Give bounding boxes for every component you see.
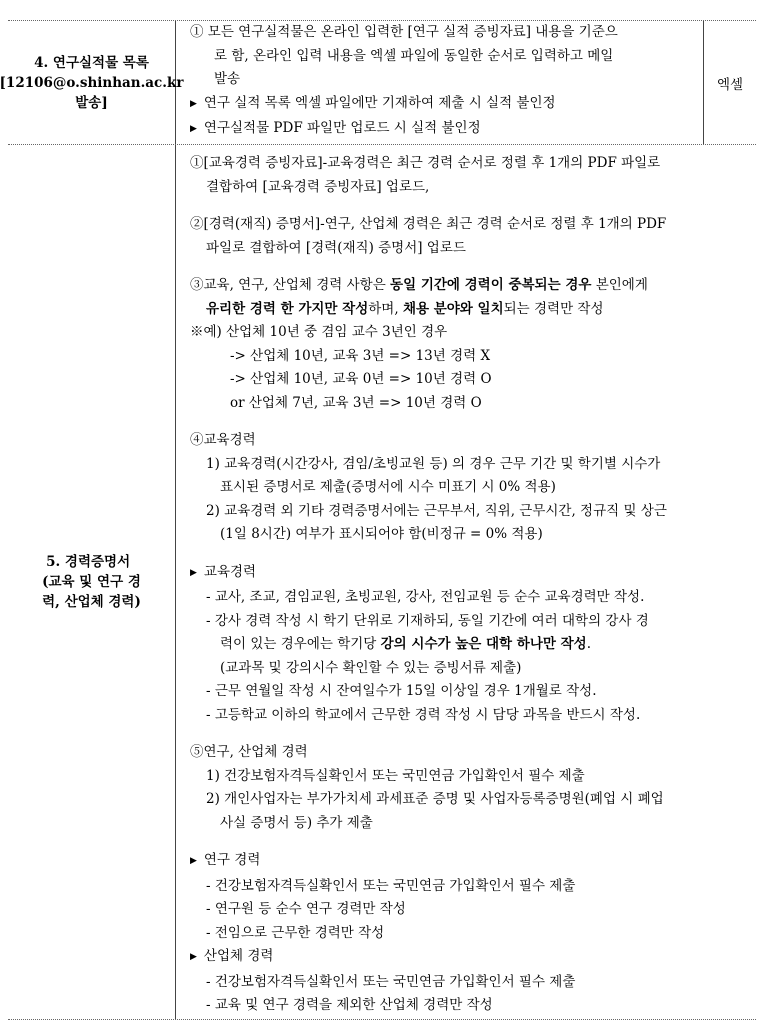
row-label-research-list (0, 21, 184, 144)
para-3-line-1 (176, 274, 756, 298)
item-1-line: 발송 (214, 71, 241, 87)
text: 하며, (368, 300, 403, 317)
research-line: - 연구원 등 순수 연구 경력만 작성 (206, 901, 406, 917)
label-line: 력, 산업체 경력) (42, 594, 141, 610)
label-line: 5. 경력증명서 (46, 554, 131, 570)
research-line: - 건강보험자격득실확인서 또는 국민연금 가입확인서 필수 제출 (206, 877, 576, 894)
bullet-item: ▶ 연구실적물 PDF 파일만 업로드 시 실적 불인정 (176, 117, 703, 143)
table-row-career-certificate (8, 144, 756, 1020)
item-1-line: ① 모든 연구실적물은 온라인 입력한 [연구 실적 증빙자료] 내용을 기준으 (190, 24, 618, 40)
para-1-line: ①[교육경력 증빙자료]-교육경력은 최근 경력 순서로 정렬 후 1개의 PDF 파일로 (190, 155, 661, 171)
emphasis-text: 동일 기간에 경력이 중복되는 경우 (390, 277, 592, 293)
para-5-title: ⑤연구, 산업체 경력 (190, 744, 308, 760)
emphasis-text: 강의 시수가 높은 대학 하나만 작성 (380, 636, 587, 652)
label-line: [12106@o.shinhan.ac.kr (0, 74, 184, 91)
label-line: 발송] (75, 94, 108, 111)
text: 본인에게 (591, 277, 648, 293)
industry-heading: ▶ 산업체 경력 (176, 945, 756, 971)
example-line: -> 산업체 10년, 교육 3년 => 13년 경력 X (230, 347, 491, 364)
education-line (176, 633, 756, 657)
education-line: - 교사, 조교, 겸임교원, 초빙교원, 강사, 전임교원 등 순수 교육경력만 작성. (206, 589, 645, 605)
education-line: (교과목 및 강의시수 확인할 수 있는 증빙서류 제출) (220, 659, 522, 676)
format-excel: 엑셀 (716, 76, 744, 93)
para-4-line: 표시된 증명서로 제출(증명서에 시수 미표기 시 0% 적용) (220, 479, 556, 495)
bullet-item: ▶ 연구 실적 목록 엑셀 파일에만 기재하여 제출 시 실적 불인정 (176, 92, 703, 118)
emphasis-text: 유리한 경력 한 가지만 작성 (206, 300, 369, 317)
row-body-career-certificate (176, 145, 756, 1019)
label-line: 4. 연구실적물 목록 (34, 54, 149, 71)
education-line: - 강사 경력 작성 시 학기 단위로 기재하되, 동일 기간에 여러 대학의 강사 경 (206, 612, 649, 629)
example-line: -> 산업체 10년, 교육 0년 => 10년 경력 O (230, 371, 492, 387)
para-5-line: 사실 증명서 등) 추가 제출 (220, 814, 373, 831)
text: 되는 경력만 작성 (503, 300, 604, 317)
para-4-title: ④교육경력 (190, 432, 256, 448)
education-line: - 고등학교 이하의 학교에서 근무한 경력 작성 시 담당 과목을 반드시 작성. (206, 706, 641, 723)
example-heading: ※예) 산업체 10년 중 겸임 교수 3년인 경우 (190, 324, 448, 340)
text: ③교육, 연구, 산업체 경력 사항은 (190, 277, 391, 293)
para-2-line: 파일로 결합하여 [경력(재직) 증명서] 업로드 (206, 239, 466, 256)
row-body-research-list (176, 21, 704, 144)
industry-line: - 건강보험자격득실확인서 또는 국민연금 가입확인서 필수 제출 (206, 973, 576, 990)
education-line: - 근무 연월일 작성 시 잔여일수가 15일 이상일 경우 1개월로 작성. (206, 683, 597, 699)
research-line: - 전임으로 근무한 경력만 작성 (206, 924, 385, 941)
industry-line: - 교육 및 연구 경력을 제외한 산업체 경력만 작성 (206, 997, 493, 1013)
para-5-line: 1) 건강보험자격득실확인서 또는 국민연금 가입확인서 필수 제출 (206, 767, 585, 784)
research-heading: ▶ 연구 경력 (176, 849, 756, 875)
table-row-research-list (0, 20, 756, 144)
para-4-line: 1) 교육경력(시간강사, 겸임/초빙교원 등) 의 경우 근무 기간 및 학기별 시수가 (206, 455, 661, 472)
para-4-line: (1일 8시간) 여부가 표시되어야 함(비정규 = 0% 적용) (220, 526, 543, 542)
text: 력이 있는 경우에는 학기당 (220, 636, 381, 652)
requirements-table (0, 20, 756, 1020)
label-line: (교육 및 연구 경 (42, 574, 141, 590)
row-label-career-certificate (8, 145, 176, 1019)
para-5-line: 2) 개인사업자는 부가가치세 과세표준 증명 및 사업자등록증명원(폐업 시 폐업 (206, 791, 664, 807)
education-heading: ▶ 교육경력 (176, 561, 756, 587)
para-2-line: ②[경력(재직) 증명서]-연구, 산업체 경력은 최근 경력 순서로 정렬 후 1개의 PDF (190, 216, 667, 232)
para-1-line: 결합하여 [교육경력 증빙자료] 업로드, (206, 178, 430, 195)
text: . (586, 636, 591, 652)
para-4-line: 2) 교육경력 외 기타 경력증명서에는 근무부서, 직위, 근무시간, 정규직 및 상근 (206, 502, 667, 519)
example-line: or 산업체 7년, 교육 3년 => 10년 경력 O (230, 394, 482, 411)
item-1-line: 로 함, 온라인 입력 내용을 엑셀 파일에 동일한 순서로 입력하고 메일 (214, 47, 614, 64)
emphasis-text: 채용 분야와 일치 (402, 300, 504, 317)
para-3-line-2 (176, 298, 756, 322)
